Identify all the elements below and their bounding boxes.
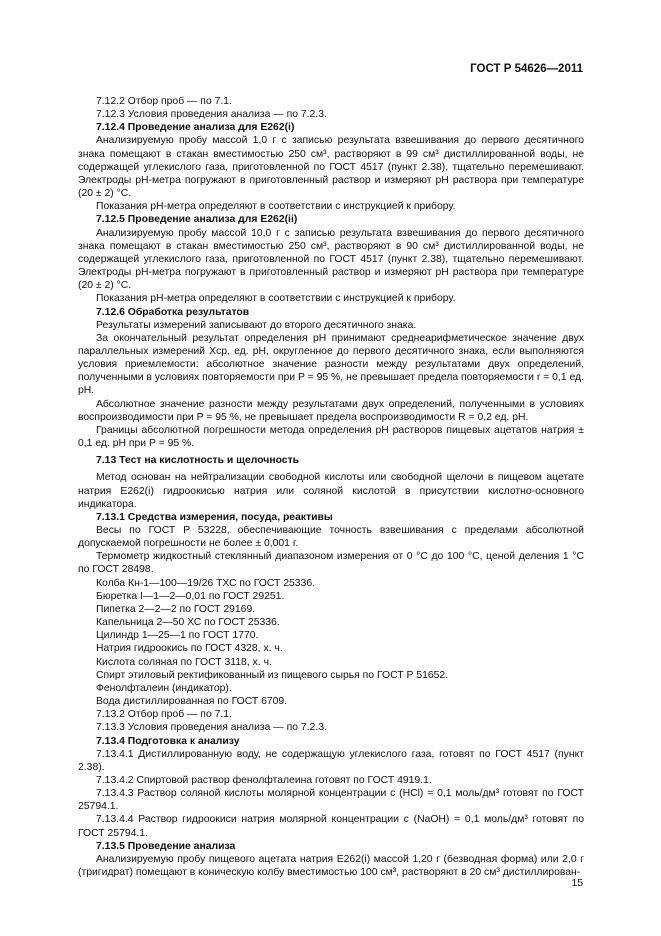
paragraph: Натрия гидроокись по ГОСТ 4328, х. ч. — [96, 643, 283, 655]
paragraph: Результаты измерений записывают до второго десятичного знака. — [96, 319, 417, 331]
paragraph: Анализируемую пробу пищевого ацетата натрия Е262(i) массой 1,20 г (безводная форма) или 2,0 г (тригидрат) помещают в коническую колбу вместимостью 100 см³, растворяют в 20 см³ дистиллирован- — [78, 853, 584, 879]
paragraph: Показания рН-метра определяют в соответствии с инструкцией к прибору. — [96, 293, 456, 305]
paragraph: Метод основан на нейтрализации свободной кислоты или свободной щелочи в пищевом ацетате натрия Е262(i) гидроокисью натрия или соляной кислотой в присутствии кислотно-основного индикатора. — [78, 472, 584, 510]
section-heading: 7.12.6 Обработка результатов — [96, 306, 250, 318]
paragraph: Вода дистиллированная по ГОСТ 6709. — [96, 696, 288, 708]
section-heading: 7.12.4 Проведение анализа для Е262(i) — [96, 122, 295, 134]
paragraph: Границы абсолютной погрешности метода определения рН растворов пищевых ацетатов натрия ± 0,1 ед. рН при P = 95 %. — [78, 424, 584, 450]
section-heading: 7.13 Тест на кислотность и щелочность — [96, 455, 300, 467]
paragraph: 7.13.3 Условия проведения анализа — по 7.2.3. — [96, 722, 327, 734]
section-heading: 7.13.5 Проведение анализа — [96, 840, 236, 852]
paragraph: Анализируемую пробу массой 1,0 г с записью результата взвешивания до первого десятичного знака помещают в стакан вместимостью 250 см³, растворяют в 99 см³ дистиллированной воды, не содержащей углекислого газа, приготовленной по ГОСТ 4517 (пункт 2.38), тщательно перемешивают. Электроды рН-метра погружают в приготовленный раствор и измеряют рН раствора при температуре (20 ± 2) °С. — [78, 135, 584, 200]
paragraph: Пипетка 2—2—2 по ГОСТ 29169. — [96, 603, 256, 615]
paragraph: Цилиндр 1—25—1 по ГОСТ 1770. — [96, 630, 259, 642]
page-number: 15 — [571, 878, 583, 889]
paragraph: 7.13.4.1 Дистиллированную воду, не содержащую углекислого газа, готовят по ГОСТ 4517 (пункт 2.38). — [78, 748, 584, 773]
document-header: ГОСТ Р 54626—2011 — [470, 63, 583, 75]
paragraph: За окончательный результат определения рН принимают среднеарифметическое значение двух параллельных измерений Xср, ед. рН, округленное до первого десятичного знака, если выполняются условия приемлемости: абсолютное значение разности между результатами двух определений, полученными в условиях повторяемости при P = 95 %, не превышает предела повторяемости r = 0,1 ед. рН. — [78, 332, 584, 397]
paragraph: Показания рН-метра определяют в соответствии с инструкцией к прибору. — [96, 201, 456, 213]
paragraph: Фенолфталеин (индикатор). — [96, 682, 232, 694]
paragraph: 7.13.2 Отбор проб — по 7.1. — [96, 709, 232, 721]
paragraph: Капельница 2—50 ХС по ГОСТ 25336. — [96, 617, 280, 629]
section-heading: 7.13.4 Подготовка к анализу — [96, 735, 240, 747]
paragraph: Термометр жидкостный стеклянный диапазоном измерения от 0 °С до 100 °С, ценой деления 1 °С по ГОСТ 28498. — [78, 551, 584, 576]
paragraph: Анализируемую пробу массой 10,0 г с записью результата взвешивания до первого десятичного знака помещают в стакан вместимостью 250 см³, растворяют в 90 см³ дистиллированной воды, не содержащей углекислого газа, приготовленной по ГОСТ 4517 (пункт 2.38), тщательно перемешивают. Электроды рН-метра погружают в приготовленный раствор и измеряют рН раствора при температуре (20 ± 2) °С. — [78, 227, 584, 292]
paragraph: Весы по ГОСТ Р 53228, обеспечивающие точность взвешивания с пределами абсолютной допускаемой погрешности не более ± 0,001 г. — [78, 525, 584, 550]
paragraph: 7.13.4.4 Раствор гидроокиси натрия молярной концентрации с (NaOH) = 0,1 моль/дм³ готовят по ГОСТ 25794.1. — [78, 814, 584, 839]
section-heading: 7.12.5 Проведение анализа для Е262(ii) — [96, 214, 298, 226]
paragraph: Спирт этиловый ректификованный из пищевого сырья по ГОСТ Р 51652. — [96, 669, 449, 681]
section-heading: 7.13.1 Средства измерения, посуда, реактивы — [96, 511, 333, 523]
paragraph: 7.13.4.3 Раствор соляной кислоты молярной концентрации с (НСl) = 0,1 моль/дм³ готовят по ГОСТ 25794.1. — [78, 788, 584, 813]
paragraph: Абсолютное значение разности между результатами двух определений, полученными в условиях воспроизводимости при P = 95 %, не превышает предела воспроизводимости R = 0,2 ед. рН. — [78, 398, 584, 423]
paragraph: Бюретка I—1—2—0,01 по ГОСТ 29251. — [96, 590, 285, 602]
paragraph: 7.12.2 Отбор проб — по 7.1. — [96, 96, 232, 107]
paragraph: 7.13.4.2 Спиртовой раствор фенолфталеина готовят по ГОСТ 4919.1. — [96, 774, 432, 786]
document-body — [78, 95, 584, 879]
paragraph: 7.12.3 Условия проведения анализа — по 7.2.3. — [96, 109, 327, 121]
paragraph: Колба Кн-1—100—19/26 ТХС по ГОСТ 25336. — [96, 577, 315, 589]
paragraph: Кислота соляная по ГОСТ 3118, х. ч. — [96, 656, 272, 668]
